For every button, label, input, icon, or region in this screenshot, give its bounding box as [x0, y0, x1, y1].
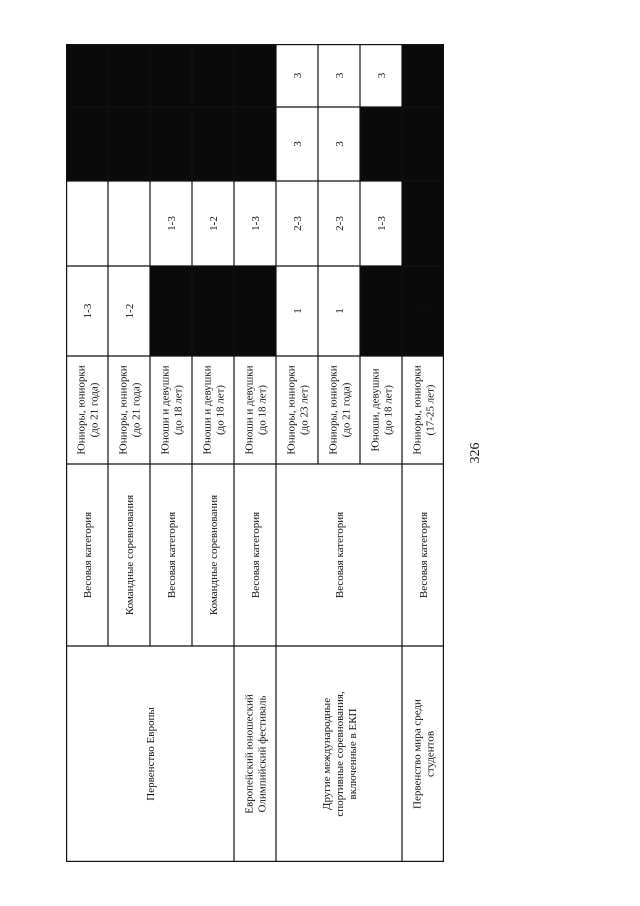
- age-group: Юниоры, юниорки(17-25 лет): [411, 365, 437, 455]
- shaded-cell: [360, 107, 402, 181]
- place-value: 3: [292, 141, 304, 147]
- age-group: Юноши и девушки(до 18 лет): [201, 365, 227, 455]
- age-group: Юноши и девушки(до 18 лет): [159, 365, 185, 455]
- competition-name: Первенство Европы: [145, 707, 157, 801]
- place-value: 3: [292, 72, 304, 79]
- age-group: Юноши, девушки(до 18 лет): [369, 368, 395, 452]
- place-value: 1-3: [82, 303, 94, 319]
- ranking-table: [66, 44, 444, 862]
- place-value: 1-3: [250, 216, 262, 231]
- discipline-name: Весовая категория: [334, 511, 346, 599]
- place-value: 1: [292, 308, 304, 314]
- place-value: 2-3: [292, 216, 304, 231]
- discipline-name: Весовая категория: [166, 511, 178, 599]
- shaded-cell: [360, 266, 402, 356]
- age-group: Юниоры, юниорки(до 23 лет): [285, 365, 311, 455]
- place-value: 1-3: [166, 216, 178, 231]
- place-value: 3: [334, 141, 346, 147]
- place-value: 1-2: [124, 303, 136, 319]
- discipline-name: Весовая категория: [418, 511, 430, 599]
- competition-name: Европейский юношескийОлимпийский фестиваль: [243, 694, 269, 814]
- ranking-table-grid: [66, 44, 444, 862]
- age-group: Юниоры, юниорки(до 21 года): [327, 365, 353, 455]
- discipline-name: Весовая категория: [250, 511, 262, 599]
- page-number: 326: [468, 442, 483, 464]
- place-value: 3: [334, 72, 346, 79]
- place-value: 2-3: [334, 216, 346, 231]
- age-group: Юниоры, юниорки(до 21 года): [75, 365, 101, 455]
- place-value: 1: [334, 308, 346, 314]
- place-value: 1-3: [376, 216, 388, 231]
- discipline-name: Весовая категория: [82, 511, 94, 599]
- competition-name: Первенство мира средистудентов: [411, 699, 437, 809]
- discipline-name: Командные соревнования: [124, 494, 136, 616]
- shaded-cell: [234, 266, 276, 356]
- place-value: 1: [418, 308, 430, 314]
- discipline-name: Командные соревнования: [208, 494, 220, 616]
- shaded-cell: [234, 44, 276, 181]
- place-value: 1-2: [208, 216, 220, 231]
- age-group: Юноши и девушки(до 18 лет): [243, 365, 269, 455]
- place-value: 3: [376, 72, 388, 79]
- competition-name: Другие международныеспортивные соревнования,включенные в ЕКП: [321, 691, 359, 817]
- age-group: Юниоры, юниорки(до 21 года): [117, 365, 143, 455]
